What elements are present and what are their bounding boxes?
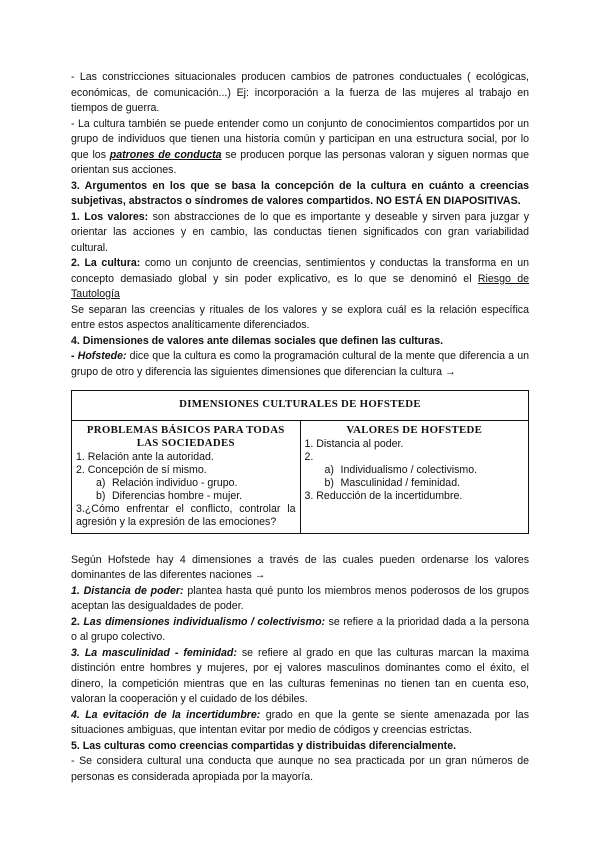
table-subitem xyxy=(76,477,296,490)
dimension-2 xyxy=(71,615,529,646)
text-span: como un conjunto de creencias, sentimientos y conductas la transforma en un concepto demasiado global y sin poder explicativo, es lo que se denominó el xyxy=(71,257,529,285)
heading-text: 3. Argumentos en los que se basa la concepción de la cultura en cuánto a creencias subjetivas, abstractos o síndromes de valores compartidos. NO ESTÁ EN DIAPOSITIVAS. xyxy=(71,179,529,207)
term-label: 1. Los valores: xyxy=(71,210,149,223)
table-right-column xyxy=(300,420,529,533)
right-column-header: VALORES DE HOFSTEDE xyxy=(346,423,483,436)
term-label: 2. La cultura: xyxy=(71,257,141,269)
list-marker: b) xyxy=(324,476,334,489)
subitem-text: Individualismo / colectivismo. xyxy=(340,463,478,476)
link-riesgo-tautologia[interactable]: Riesgo de Tautología xyxy=(71,272,529,300)
text-span: se refiere al grado en que las culturas marcan la maxima distinción entre hombres y mujeres, por ej valores masculinos dominantes como el éxito, el dinero, la competición mientras que en las culturas femeninas no tienen tan en cuenta eso, valoran la cooperación y el cuidado de los débiles. xyxy=(71,646,529,705)
table-item: 2. xyxy=(304,450,314,463)
paragraph-hofstede xyxy=(71,349,529,380)
dimension-3 xyxy=(71,646,529,708)
heading-text: 4. Dimensiones de valores ante dilemas sociales que definen las culturas. xyxy=(71,334,444,347)
text-span: se refiere a la prioridad dada a la persona o al grupo colectivo. xyxy=(71,615,529,643)
table-item: 2. Concepción de sí mismo. xyxy=(76,463,207,476)
hofstede-table xyxy=(71,390,529,534)
paragraph-valores xyxy=(71,210,529,257)
paragraph-segun-hofstede: Según Hofstede hay 4 dimensiones a través de las cuales pueden ordenarse los valores dominantes de las diferentes naciones → xyxy=(71,553,529,581)
text-span: plantea hasta qué punto los miembros menos poderosos de los grupos aceptan las desigualdades de poder. xyxy=(71,584,530,612)
heading-section-5 xyxy=(71,739,529,755)
table-subitem xyxy=(305,477,525,490)
term-label: - Hofstede: xyxy=(71,350,127,362)
paragraph-constricciones: - Las constricciones situacionales producen cambios de patrones conductuales ( ecológicas, económicas, de comunicación...) Ej: incorporación a la fuerza de las mujeres al trabajo en tiempos de guerra. xyxy=(71,71,529,114)
table-left-column xyxy=(72,420,301,533)
term-label: 1. Distancia de poder: xyxy=(71,584,184,597)
list-marker: a) xyxy=(324,463,334,476)
table-title: DIMENSIONES CULTURALES DE HOFSTEDE xyxy=(72,391,529,421)
text-span: dice que la cultura es como la programación cultural de la mente que diferencia a un grupo de otro y diferencia las siguientes dimensiones que diferencian la cultura → xyxy=(71,350,529,378)
table-subitem xyxy=(76,490,296,503)
paragraph-cultura xyxy=(71,256,529,303)
list-marker: b) xyxy=(96,489,106,502)
dimension-4 xyxy=(71,708,529,739)
dimension-1 xyxy=(71,584,529,615)
list-marker: a) xyxy=(96,476,106,489)
table-item: 3. Reducción de la incertidumbre. xyxy=(304,489,463,502)
term-label: Las dimensiones individualismo / colectivismo: xyxy=(83,615,326,628)
text-span: son abstracciones de lo que es importante y deseable y sirven para juzgar y orientar las acciones y en cambio, las conductas tienen significados con gran variabilidad cultural. xyxy=(71,210,529,254)
heading-section-3 xyxy=(71,179,529,210)
heading-section-4 xyxy=(71,334,529,350)
term-number: 2. xyxy=(71,615,84,628)
emphasis-patrones-conducta: patrones de conducta xyxy=(109,148,222,161)
heading-text: 5. Las culturas como creencias compartidas y distribuidas diferencialmente. xyxy=(71,739,457,752)
paragraph-separan: Se separan las creencias y rituales de los valores y se explora cuál es la relación específica entre estos aspectos analíticamente diferenciados. xyxy=(71,303,529,331)
document-page xyxy=(71,70,529,785)
text-span: grado en que la gente se siente amenazada por las situaciones ambiguas, que intentan evitar por medio de códigos y creencias estrictas. xyxy=(71,708,529,736)
term-label: 4. La evitación de la incertidumbre: xyxy=(71,708,261,721)
table-subitem xyxy=(305,464,525,477)
text-span: se producen porque las personas valoran y siguen normas que orientan sus acciones. xyxy=(71,148,530,176)
term-label: 3. La masculinidad - feminidad: xyxy=(71,646,237,659)
left-column-header: PROBLEMAS BÁSICOS PARA TODAS LAS SOCIEDADES xyxy=(86,423,285,449)
subitem-text: Relación individuo - grupo. xyxy=(112,476,238,489)
table-item: 1. Relación ante la autoridad. xyxy=(76,450,214,463)
subitem-text: Masculinidad / feminidad. xyxy=(340,476,461,489)
table-item: 3.¿Cómo enfrentar el conflicto, controlar la agresión y la expresión de las emociones? xyxy=(76,502,296,528)
table-item: 1. Distancia al poder. xyxy=(304,437,404,450)
paragraph-cultura-conocimientos xyxy=(71,117,529,179)
text-span: - La cultura también se puede entender como un conjunto de conocimientos compartidos por un grupo de individuos que tienen una historia común y participan en una estructura social, por lo que los xyxy=(71,117,529,161)
subitem-text: Diferencias hombre - mujer. xyxy=(112,489,243,502)
paragraph-conducta-cultural: - Se considera cultural una conducta que aunque no sea practicada por un gran números de personas es considerada apropiada por la mayoría. xyxy=(71,755,529,783)
